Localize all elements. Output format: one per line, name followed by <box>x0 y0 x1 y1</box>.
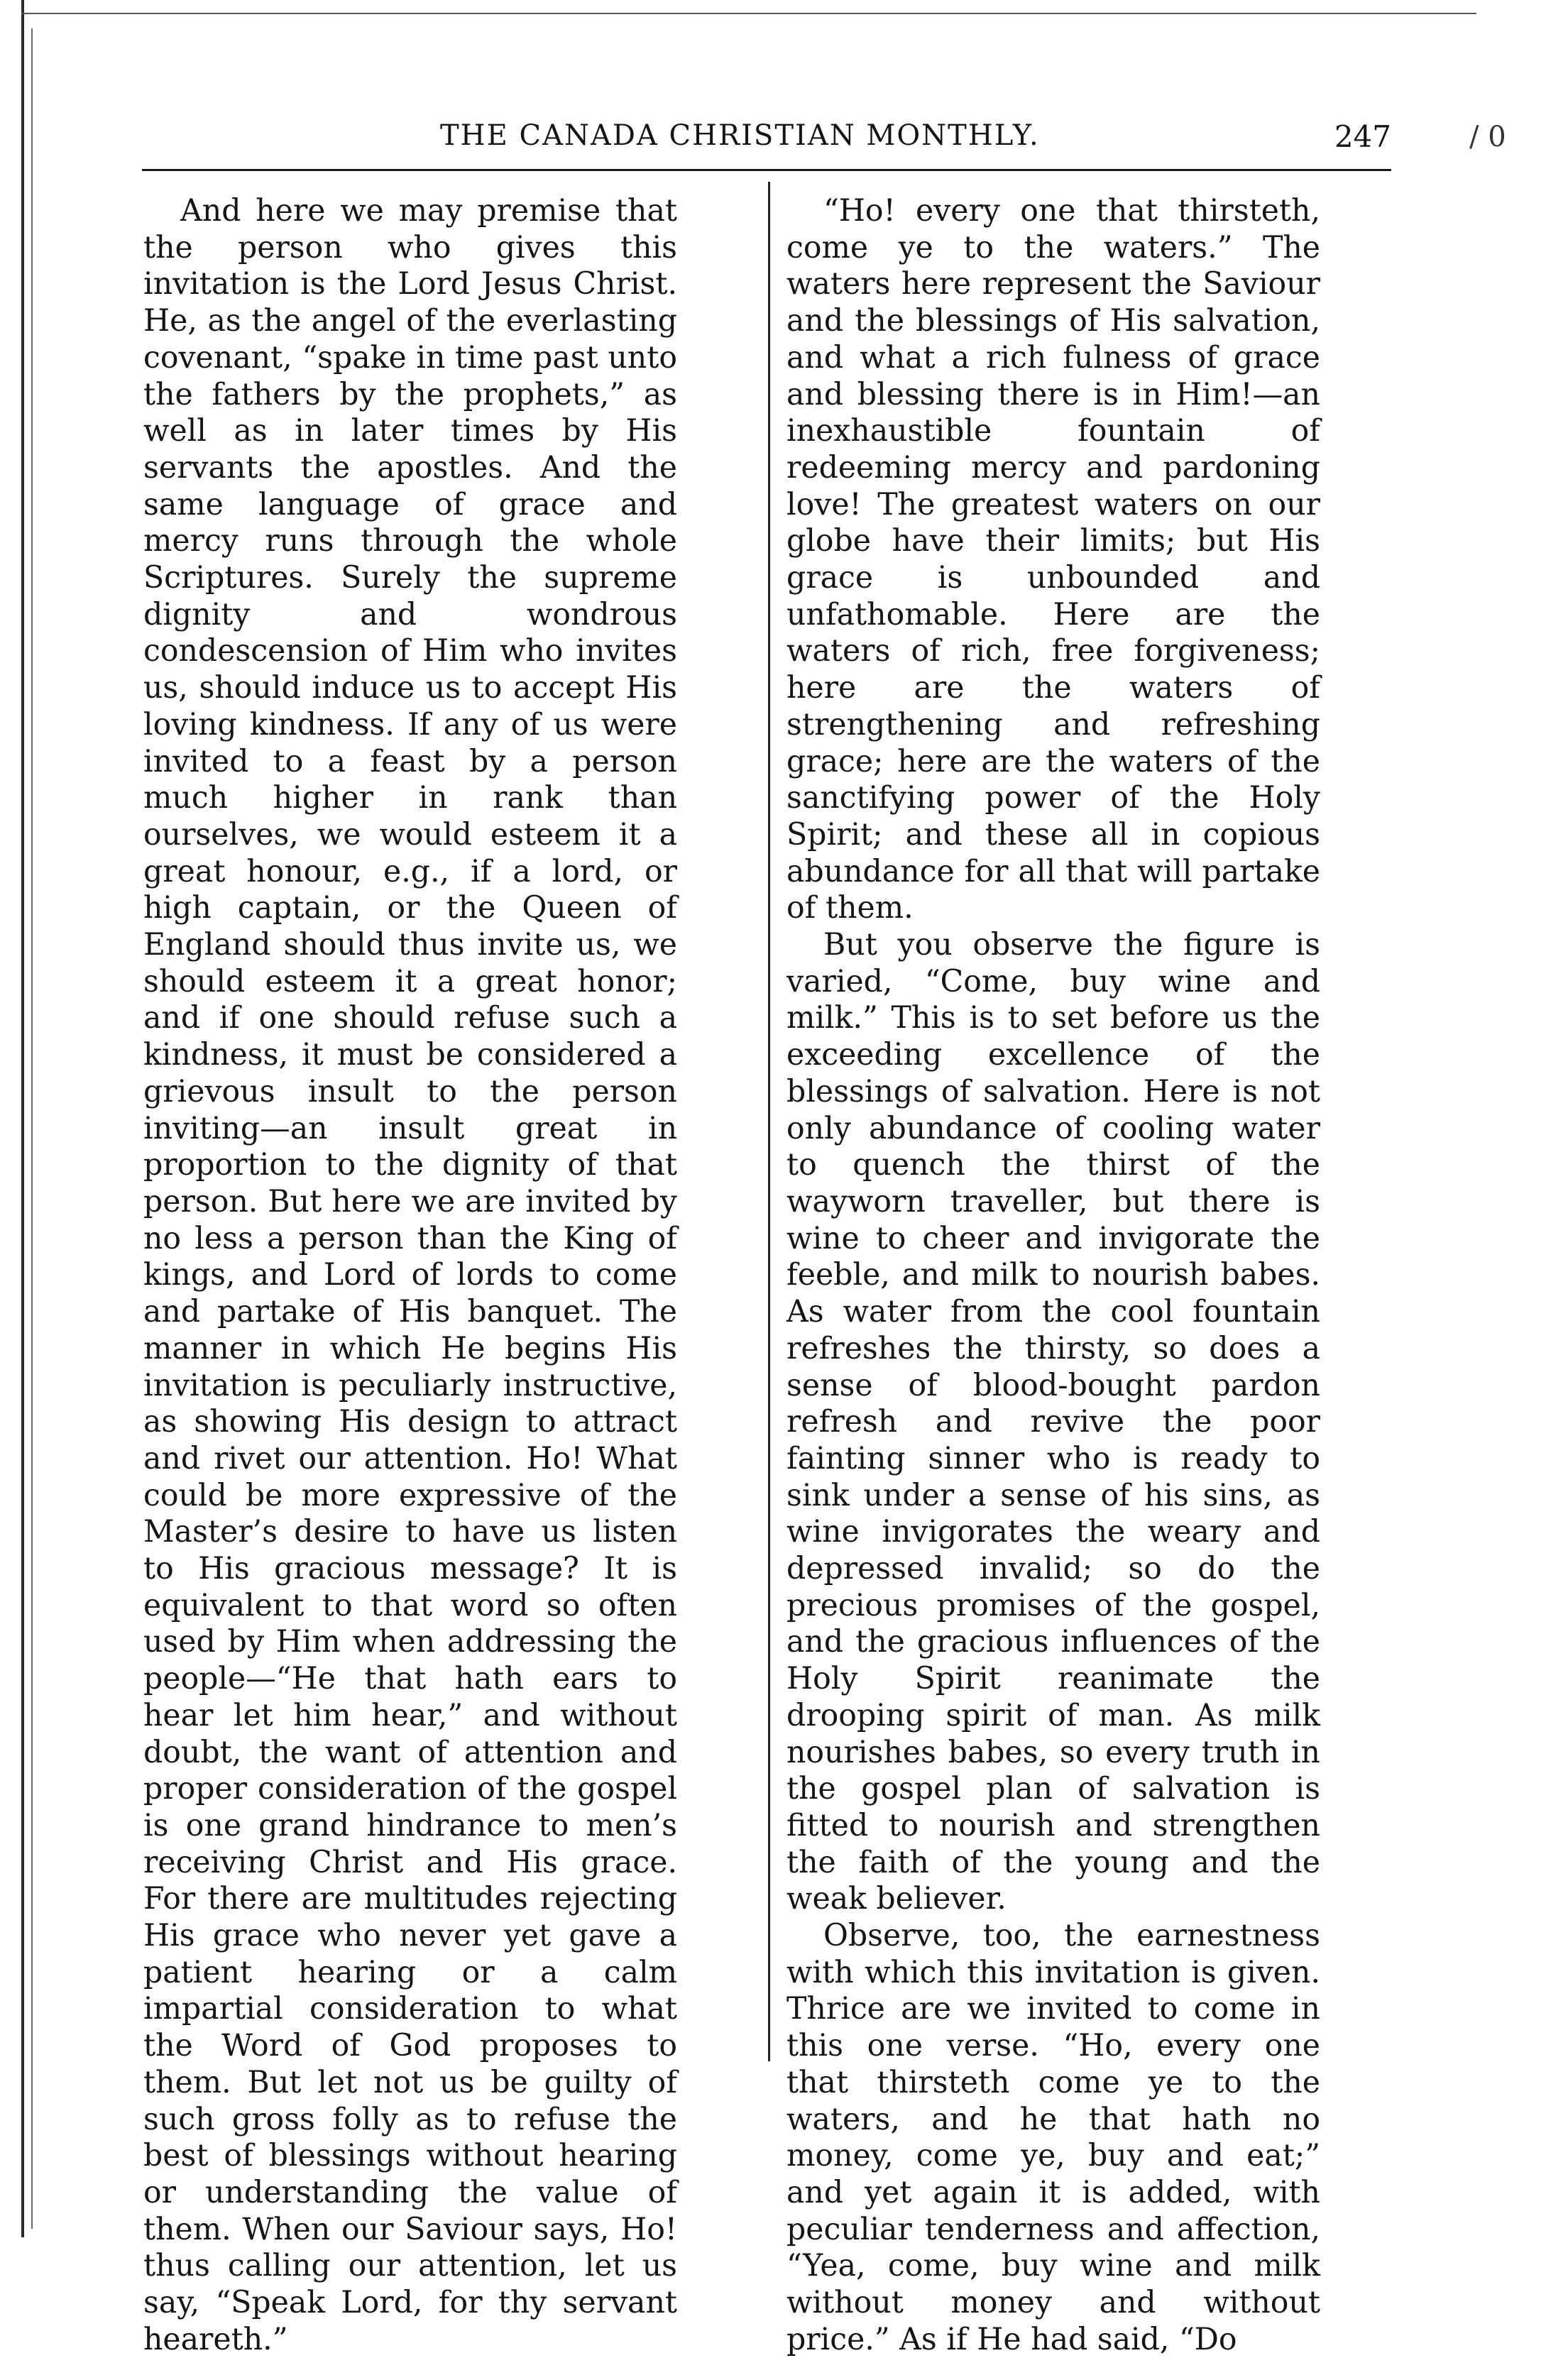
running-title: THE CANADA CHRISTIAN MONTHLY. <box>440 119 1040 152</box>
paragraph: Observe, too, the earnestness with which this invitation is given. Thrice are we invited to come in this one verse. “Ho, every one that thirsteth come ye to the waters, and he that hath no money, come ye, buy and eat;” and yet again it is added, with peculiar tenderness and affection, “Yea, come, buy wine and milk without money and without price.” As if He had said, “Do <box>786 1918 1320 2357</box>
paragraph: But you observe the figure is varied, “Come, buy wine and milk.” This is to set before us the exceeding excellence of the blessings of salvation. Here is not only abundance of cooling water to quench the thirst of the wayworn traveller, but there is wine to cheer and invigorate the feeble, and milk to nourish babes. As water from the cool fountain refreshes the thirsty, so does a sense of blood-bought pardon refresh and revive the poor fainting sinner who is ready to sink under a sense of his sins, as wine invigorates the weary and depressed invalid; so do the precious promises of the gospel, and the gracious influences of the Holy Spirit reanimate the drooping spirit of man. As milk nourishes babes, so every truth in the gospel plan of salvation is fitted to nourish and strengthen the faith of the young and the weak believer. <box>786 927 1320 1917</box>
header-rule <box>142 169 1391 171</box>
page-header <box>142 119 1391 162</box>
page-number: 247 <box>1334 119 1391 154</box>
left-column <box>143 193 677 2358</box>
top-edge-line <box>21 13 1476 14</box>
paragraph: “Ho! every one that thirsteth, come ye to the waters.” The waters here represent the Saviour and the blessings of His salvation, and what a rich fulness of grace and blessing there is in Him!—an inexhaustible fountain of redeeming mercy and pardoning love! The greatest waters on our globe have their limits; but His grace is unbounded and unfathomable. Here are the waters of rich, free forgiveness; here are the waters of strengthening and refreshing grace; here are the waters of the sanctifying power of the Holy Spirit; and these all in copious abundance for all that will partake of them. <box>786 193 1320 926</box>
column-divider <box>768 182 770 2061</box>
page-edge-shadow <box>21 0 24 2237</box>
margin-marks: / 0 <box>1469 121 1506 153</box>
page-edge-line <box>31 28 33 2229</box>
right-column <box>786 193 1320 2358</box>
paragraph: And here we may premise that the person who gives this invitation is the Lord Jesus Christ. He, as the angel of the everlasting covenant, “spake in time past unto the fathers by the prophets,” as well as in later times by His servants the apostles. And the same language of grace and mercy runs through the whole Scriptures. Surely the supreme dignity and wondrous condescension of Him who invites us, should induce us to accept His loving kindness. If any of us were invited to a feast by a person much higher in rank than ourselves, we would esteem it a great honour, e.g., if a lord, or high captain, or the Queen of England should thus invite us, we should esteem it a great honor; and if one should refuse such a kindness, it must be considered a grievous insult to the person inviting—an insult great in proportion to the dignity of that person. But here we are invited by no less a person than the King of kings, and Lord of lords to come and partake of His banquet. The manner in which He begins His invitation is peculiarly instructive, as showing His design to attract and rivet our attention. Ho! What could be more expressive of the Master’s desire to have us listen to His gracious message? It is equivalent to that word so often used by Him when addressing the people—“He that hath ears to hear let him hear,” and without doubt, the want of attention and proper consideration of the gospel is one grand hindrance to men’s receiving Christ and His grace. For there are multitudes rejecting His grace who never yet gave a patient hearing or a calm impartial consideration to what the Word of God proposes to them. But let not us be guilty of such gross folly as to refuse the best of blessings without hearing or understanding the value of them. When our Saviour says, Ho! thus calling our attention, let us say, “Speak Lord, for thy servant heareth.” <box>143 193 677 2357</box>
